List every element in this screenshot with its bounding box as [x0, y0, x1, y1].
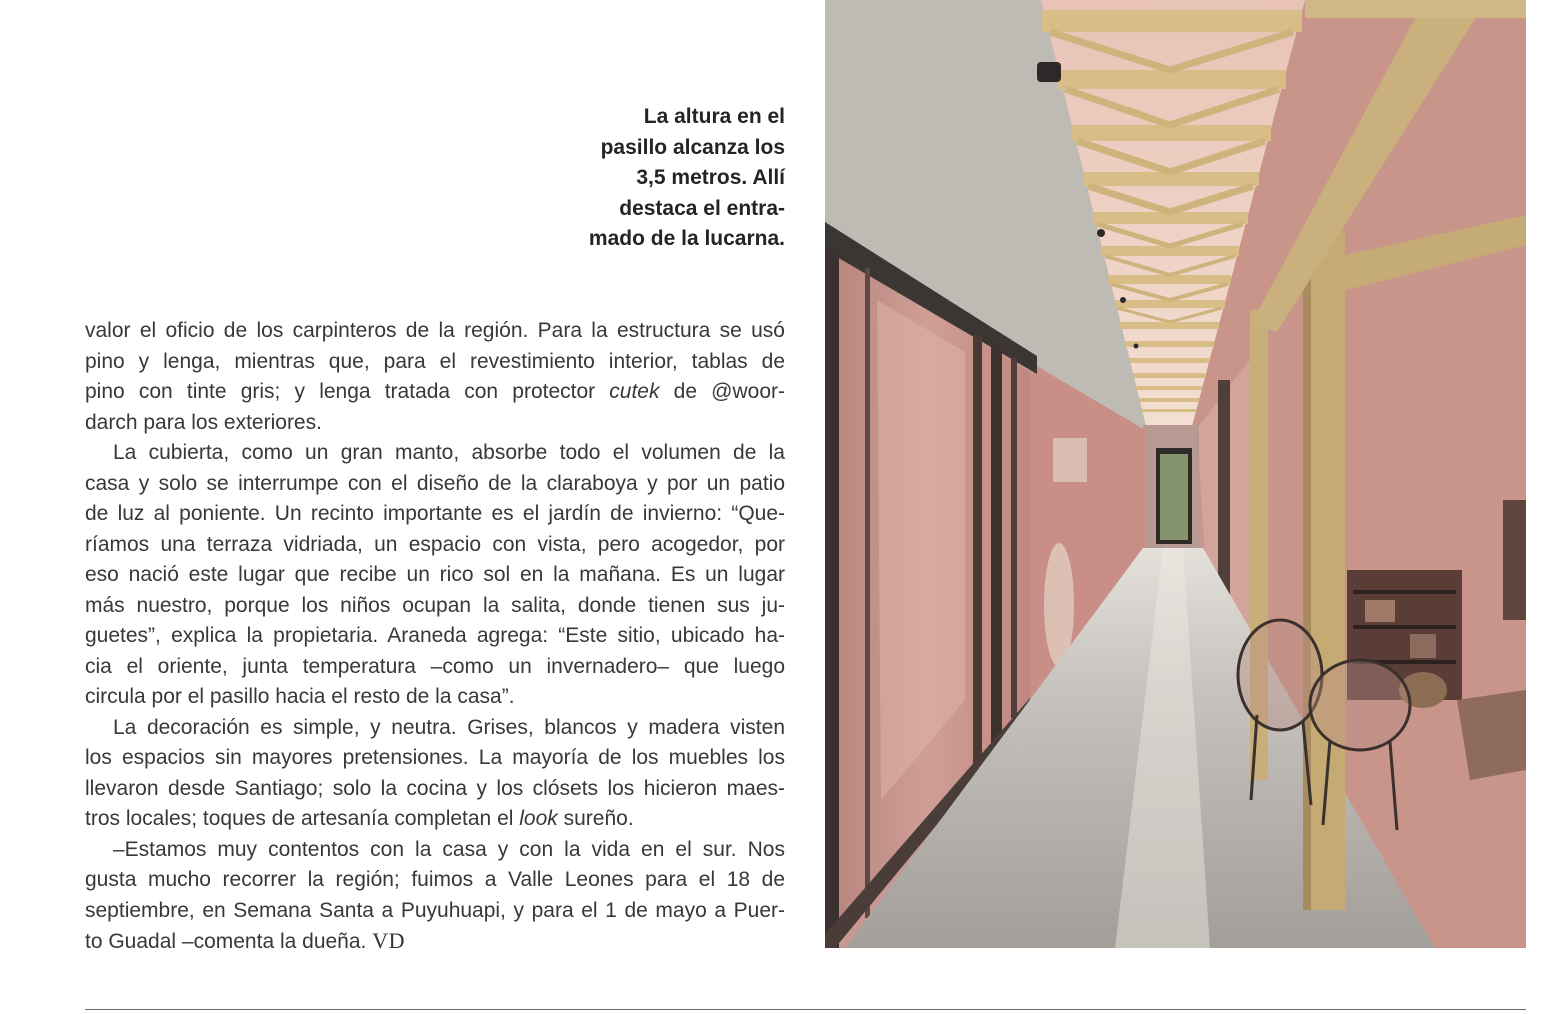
spotlight-icon: [1134, 344, 1139, 349]
spotlight-icon: [1097, 229, 1105, 237]
text-line: guetes”, explica la propietaria. Araneda agrega: “Este sitio, ubicado ha-: [85, 624, 785, 647]
text-line: pino y lenga, mientras que, para el revestimiento interior, tablas de: [85, 349, 785, 373]
text-line: septiembre, en Semana Santa a Puyuhuapi, y para el 1 de mayo a Puer-: [85, 898, 785, 922]
text-run: pino con tinte gris; y lenga tratada con protector: [85, 380, 610, 403]
article-body: [85, 316, 785, 957]
corridor-illustration: [825, 0, 1526, 948]
text-line: los espacios sin mayores pretensiones. La mayoría de los muebles los: [85, 746, 785, 769]
text-run: sureño.: [557, 807, 634, 830]
text-line: casa y solo se interrumpe con el diseño de la claraboya y por un patio: [85, 471, 785, 495]
text-line: valor el oficio de los carpinteros de la región. Para la estructura se usó: [85, 319, 785, 342]
text-line: eso nació este lugar que recibe un rico sol en la mañana. Es un lugar: [85, 563, 785, 586]
text-run: tros locales; toques de artesanía completan el: [85, 807, 520, 830]
bottom-rule: [85, 1009, 1526, 1010]
paragraph: [85, 713, 785, 835]
wall-hanging: [1053, 438, 1087, 482]
signoff-mark: VD: [372, 928, 405, 953]
text-line: [85, 377, 785, 408]
italic-term: cutek: [609, 380, 660, 403]
end-window-view: [1160, 454, 1188, 540]
text-run: de @woor-: [659, 380, 785, 403]
text-run: to Guadal –comenta la dueña.: [85, 930, 373, 953]
caption-line: 3,5 metros. Allí: [636, 166, 785, 189]
corridor-photo: [825, 0, 1526, 948]
text-line: La cubierta, como un gran manto, absorbe todo el volumen de la: [113, 441, 785, 464]
text-line: de luz al poniente. Un recinto importante es el jardín de invierno: “Que-: [85, 502, 785, 525]
text-line: cia el oriente, junta temperatura –como un invernadero– que luego: [85, 654, 785, 678]
wall-picture: [1503, 500, 1526, 620]
text-line: darch para los exteriores.: [85, 410, 322, 434]
top-beam: [1305, 0, 1526, 18]
text-line: más nuestro, porque los niños ocupan la salita, donde tienen sus ju-: [85, 593, 785, 617]
spotlight-icon: [1120, 297, 1126, 303]
caption-line: mado de la lucarna.: [588, 227, 785, 250]
text-line: llevaron desde Santiago; solo la cocina y los clósets los hicieron maes-: [85, 776, 785, 800]
text-line: gusta mucho recorrer la región; fuimos a Valle Leones para el 18 de: [85, 868, 785, 891]
text-line: [85, 926, 785, 957]
light-fixture-icon: [1037, 62, 1061, 82]
text-line: [85, 804, 785, 835]
caption-line: pasillo alcanza los: [600, 135, 785, 159]
photo-caption: [545, 102, 785, 255]
paragraph: [85, 835, 785, 957]
text-line: –Estamos muy contentos con la casa y con la vida en el sur. Nos: [113, 837, 785, 861]
caption-line: La altura en el: [643, 105, 785, 128]
text-line: La decoración es simple, y neutra. Grises, blancos y madera visten: [113, 715, 785, 739]
text-line: circula por el pasillo hacia el resto de la casa”.: [85, 685, 515, 708]
caption-line: destaca el entra-: [619, 196, 785, 220]
italic-term: look: [519, 807, 558, 830]
text-line: ríamos una terraza vidriada, un espacio con vista, pero acogedor, por: [85, 532, 785, 556]
paragraph: [85, 438, 785, 713]
paragraph: [85, 316, 785, 438]
